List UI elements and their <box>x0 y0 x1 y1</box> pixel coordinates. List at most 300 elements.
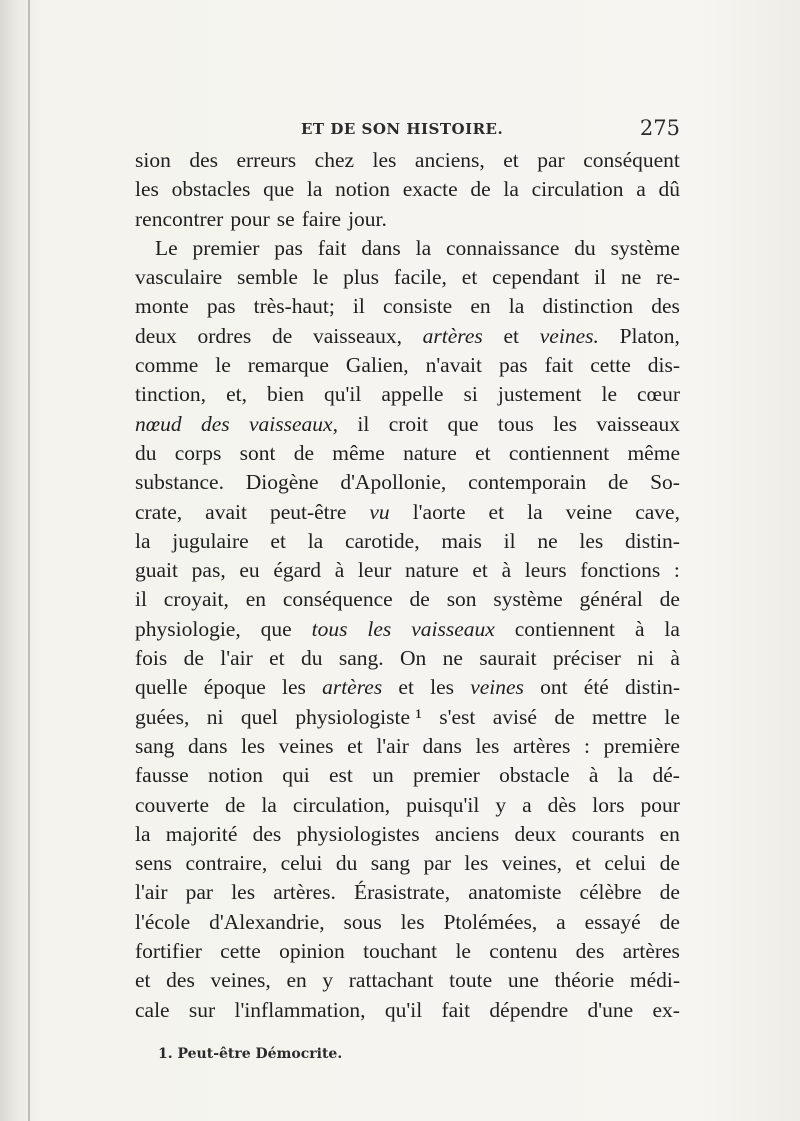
word: ni <box>637 646 655 671</box>
word: cette <box>590 353 631 378</box>
word: ex- <box>652 997 680 1022</box>
word: deux <box>135 323 177 348</box>
word: de <box>271 323 293 348</box>
word: il <box>135 587 147 612</box>
word: ont <box>540 675 568 700</box>
word: l'inflammation, <box>234 997 366 1022</box>
word: dans <box>422 733 462 758</box>
word: Diogène <box>245 470 319 495</box>
word: la <box>307 528 324 553</box>
text-line <box>135 937 680 966</box>
word: dans <box>361 235 401 260</box>
word: un <box>372 763 394 788</box>
word: des <box>252 821 282 846</box>
word: fait <box>441 997 471 1022</box>
text-line <box>135 791 680 820</box>
text-line <box>135 761 680 790</box>
word: physiologistes <box>296 821 420 846</box>
word: a <box>556 909 566 934</box>
word: il <box>503 528 516 553</box>
word: le <box>215 353 231 378</box>
text-line <box>135 380 680 409</box>
word: est <box>329 763 353 788</box>
word: contenu <box>489 939 558 964</box>
word: On <box>399 646 427 671</box>
word: et <box>488 499 505 524</box>
word: très-haut; <box>253 294 335 319</box>
word: la <box>664 616 680 641</box>
word: majorité <box>165 821 238 846</box>
word: quel <box>240 704 278 729</box>
word: notion <box>208 763 263 788</box>
word: médi- <box>629 968 680 993</box>
word: comme <box>135 353 199 378</box>
word: leur <box>357 558 392 583</box>
word: chez <box>314 148 355 172</box>
word: il <box>357 411 370 436</box>
word: semble <box>237 265 298 290</box>
word: les <box>282 675 306 700</box>
word: artères <box>513 733 571 758</box>
word: premier <box>192 235 260 260</box>
word: contemporain <box>468 470 587 495</box>
word: de <box>659 851 680 876</box>
word: les <box>430 675 455 700</box>
word: de <box>225 792 246 817</box>
text-line <box>135 556 680 585</box>
word: erreurs <box>236 148 297 172</box>
word: ne <box>442 646 463 671</box>
word: eu <box>239 558 260 583</box>
page-header <box>135 116 680 142</box>
word: et <box>270 528 286 553</box>
word: des <box>200 411 230 436</box>
word: obstacle <box>499 763 570 788</box>
word: circulation <box>531 177 624 202</box>
word: l'aorte <box>412 499 466 524</box>
word: physiologie, <box>135 616 241 641</box>
word: les <box>367 616 392 641</box>
word: veines, <box>501 851 563 876</box>
word: l'air <box>135 880 168 905</box>
word: sion <box>135 148 171 172</box>
word: à <box>670 646 680 671</box>
word: : <box>583 733 590 758</box>
word: carotide, <box>344 528 420 553</box>
word: du <box>335 851 358 876</box>
word: qu'il <box>324 382 362 407</box>
word: préciser <box>552 646 621 671</box>
word: d'une <box>587 997 634 1022</box>
word: dé- <box>652 763 680 788</box>
word: il <box>594 265 607 290</box>
word: couverte <box>135 792 210 817</box>
word: dépendre <box>489 997 569 1022</box>
word: peut-être <box>269 499 347 524</box>
word: vaisseaux, <box>312 323 402 348</box>
word: corps <box>174 440 222 465</box>
word: premier <box>412 763 480 788</box>
word: opinion <box>279 939 345 964</box>
word: sens <box>135 851 173 876</box>
word: tous <box>311 616 348 641</box>
page-number: 275 <box>639 116 680 140</box>
text-line <box>135 703 680 732</box>
word: So- <box>650 470 680 495</box>
word: consiste <box>382 294 453 319</box>
word: la <box>527 499 543 524</box>
word: la <box>306 177 323 202</box>
word: celui <box>280 851 323 876</box>
word: cependant <box>492 265 580 290</box>
word: bien <box>267 382 305 407</box>
word: à <box>588 763 599 788</box>
word: cale <box>135 997 170 1022</box>
word: essayé <box>584 909 641 934</box>
text-line <box>135 527 680 556</box>
text-line <box>135 996 680 1025</box>
page-gutter <box>28 0 30 1121</box>
word: sang <box>370 851 411 876</box>
word: pour <box>640 792 680 817</box>
word: par <box>185 880 214 905</box>
word: conséquence <box>282 587 393 612</box>
text-line <box>135 439 680 468</box>
word: fait <box>544 353 574 378</box>
word: la <box>261 792 277 817</box>
text-line <box>135 585 680 614</box>
word: le <box>664 704 680 729</box>
word: fait <box>317 235 347 260</box>
word: du <box>135 440 157 465</box>
word: les <box>241 733 265 758</box>
word: pas <box>206 294 236 319</box>
text-line <box>135 205 680 234</box>
word: contraire, <box>185 851 268 876</box>
word: veine <box>565 499 613 524</box>
word: l'école <box>135 909 191 934</box>
word: contiennent <box>514 616 616 641</box>
word: vasculaire <box>135 265 223 290</box>
word: fois <box>135 646 168 671</box>
word: ni <box>206 704 224 729</box>
word: les <box>400 909 425 934</box>
word: une <box>507 968 539 993</box>
word: à <box>334 558 345 583</box>
word: physiologiste ¹ <box>295 704 422 729</box>
text-line <box>135 322 680 351</box>
word: conséquent <box>583 148 680 172</box>
word: et <box>503 323 520 348</box>
word: que <box>260 616 292 641</box>
word: cave, <box>635 499 680 524</box>
word: l'air <box>220 646 253 671</box>
word: de <box>470 177 491 202</box>
running-title: ET DE SON HISTOIRE. <box>301 120 504 138</box>
body-text <box>135 146 680 1025</box>
text-line <box>135 849 680 878</box>
word: rencontrer <box>135 206 224 231</box>
word: des <box>575 939 605 964</box>
text-line <box>135 966 680 995</box>
word: d'Alexandrie, <box>209 909 325 934</box>
word: a <box>522 792 532 817</box>
word: en <box>245 587 267 612</box>
word: l'air <box>376 733 409 758</box>
word: Galien, <box>345 353 409 378</box>
word: artères <box>422 323 483 348</box>
word: des <box>189 148 218 172</box>
word: circulation, <box>292 792 391 817</box>
word: à <box>501 558 512 583</box>
text-line <box>135 673 680 702</box>
word: il <box>352 294 365 319</box>
word: dès <box>547 792 577 817</box>
word: la <box>415 235 432 260</box>
word: ne <box>537 528 558 553</box>
word: veines. <box>539 323 599 348</box>
text-line <box>135 615 680 644</box>
word: les <box>579 528 604 553</box>
word: en <box>659 821 680 846</box>
word: sont <box>239 440 276 465</box>
word: artères. <box>273 880 336 905</box>
word: d'Apollonie, <box>340 470 447 495</box>
word: sang. <box>338 646 384 671</box>
word: la <box>135 528 151 553</box>
word: par <box>423 851 452 876</box>
word: sang <box>135 733 175 758</box>
word: croyait, <box>163 587 229 612</box>
word: artères <box>622 939 680 964</box>
word: par <box>537 148 565 172</box>
word: que <box>263 177 295 202</box>
word: : <box>673 558 680 583</box>
word: fortifier <box>135 939 202 964</box>
word: et <box>472 558 488 583</box>
word: connaissance <box>445 235 560 260</box>
word: anciens <box>434 821 500 846</box>
word: et <box>135 968 151 993</box>
word: de <box>659 880 680 905</box>
word: dans <box>188 733 228 758</box>
word: dû <box>658 177 680 202</box>
word: y <box>322 968 334 993</box>
word: et <box>398 675 414 700</box>
word: pas <box>498 353 528 378</box>
text-line <box>135 732 680 761</box>
word: la <box>508 294 525 319</box>
word: du <box>574 235 596 260</box>
word: les <box>372 148 397 172</box>
word: en <box>286 968 307 993</box>
word: facile, <box>393 265 447 290</box>
word: croit <box>388 411 429 436</box>
word: pour <box>230 206 270 231</box>
word: système <box>493 587 563 612</box>
word: sur <box>188 997 216 1022</box>
word: de <box>554 704 575 729</box>
word: et, <box>226 382 247 407</box>
word: le <box>455 939 471 964</box>
word: contiennent <box>508 440 610 465</box>
word: avait <box>205 499 247 524</box>
footnote: 1. Peut-être Démocrite. <box>158 1046 343 1062</box>
word: distinction <box>542 294 634 319</box>
word: mais <box>441 528 482 553</box>
word: faire <box>301 206 342 231</box>
word: les <box>553 411 577 436</box>
word: pas, <box>191 558 226 583</box>
word: les <box>475 733 500 758</box>
word: de <box>183 646 204 671</box>
word: fausse <box>135 763 189 788</box>
word: nature <box>403 440 457 465</box>
word: et <box>347 733 363 758</box>
text-line <box>135 292 680 321</box>
word: première <box>603 733 680 758</box>
word: qu'il <box>384 997 423 1022</box>
word: tous <box>497 411 534 436</box>
word: été <box>583 675 609 700</box>
word: qui <box>282 763 310 788</box>
word: ne <box>620 265 642 290</box>
word: rattachant <box>348 968 434 993</box>
word: distin- <box>625 528 680 553</box>
word: celui <box>604 851 647 876</box>
text-line <box>135 351 680 380</box>
word: distin- <box>625 675 680 700</box>
text-line <box>135 878 680 907</box>
word: du <box>300 646 323 671</box>
word: courants <box>571 821 645 846</box>
text-line <box>135 410 680 439</box>
word: anciens, <box>414 148 485 172</box>
word: dis- <box>647 353 680 378</box>
word: quelle <box>135 675 188 700</box>
text-line <box>135 263 680 292</box>
word: même <box>627 440 680 465</box>
word: théorie <box>554 968 615 993</box>
word: leurs <box>524 558 567 583</box>
word: n'avait <box>425 353 482 378</box>
word: et <box>575 851 591 876</box>
word: anatomiste <box>468 880 562 905</box>
word: pas <box>274 235 303 260</box>
word: de <box>659 587 680 612</box>
word: veines <box>470 675 524 700</box>
word: et <box>461 265 478 290</box>
word: plus <box>343 265 379 290</box>
word: cœur <box>637 382 680 407</box>
word: ordres <box>197 323 252 348</box>
word: guait <box>135 558 178 583</box>
word: artères <box>322 675 383 700</box>
word: son <box>446 587 477 612</box>
word: mettre <box>592 704 647 729</box>
word: le <box>312 265 329 290</box>
word: Le <box>155 235 178 260</box>
word: même <box>332 440 385 465</box>
word: a <box>636 177 646 202</box>
word: y <box>495 792 507 817</box>
word: Érasistrate, <box>353 880 451 905</box>
text-line <box>135 175 680 204</box>
word: substance. <box>135 470 224 495</box>
word: veines, <box>210 968 271 993</box>
word: obstacles <box>171 177 251 202</box>
text-line <box>135 234 680 263</box>
word: et <box>269 646 285 671</box>
word: cette <box>220 939 261 964</box>
word: avisé <box>492 704 537 729</box>
word: sous <box>343 909 382 934</box>
word: touchant <box>363 939 438 964</box>
text-line <box>135 908 680 937</box>
word: Platon, <box>619 323 680 348</box>
word: appelle <box>381 382 444 407</box>
word: les <box>464 851 489 876</box>
word: vaisseaux, <box>249 411 338 436</box>
word: de <box>659 909 680 934</box>
word: re- <box>656 265 680 290</box>
word: justement <box>497 382 582 407</box>
word: que <box>447 411 479 436</box>
word: célèbre <box>579 880 642 905</box>
word: exacte <box>402 177 458 202</box>
text-line <box>135 468 680 497</box>
word: jugulaire <box>172 528 249 553</box>
text-line <box>135 498 680 527</box>
word: jour. <box>348 206 387 231</box>
word: et <box>503 148 519 172</box>
word: deux <box>514 821 557 846</box>
word: toute <box>449 968 493 993</box>
word: la <box>503 177 519 202</box>
word: de <box>409 587 430 612</box>
word: monte <box>135 294 189 319</box>
text-line <box>135 820 680 849</box>
word: lors <box>592 792 625 817</box>
word: Ptolémées, <box>443 909 538 934</box>
word: la <box>135 821 151 846</box>
word: veines <box>278 733 334 758</box>
word: vaisseaux <box>596 411 680 436</box>
word: se <box>276 206 295 231</box>
word: nature <box>405 558 459 583</box>
word: puisqu'il <box>406 792 480 817</box>
word: guées, <box>135 704 190 729</box>
word: les <box>231 880 256 905</box>
word: vaisseaux <box>411 616 495 641</box>
word: fonctions <box>580 558 661 583</box>
word: de <box>608 470 629 495</box>
word: à <box>634 616 645 641</box>
word: les <box>135 177 159 202</box>
word: la <box>617 763 634 788</box>
word: de <box>293 440 315 465</box>
word: des <box>166 968 195 993</box>
word: s'est <box>439 704 476 729</box>
word: système <box>610 235 680 260</box>
word: le <box>601 382 617 407</box>
word: nœud <box>135 411 182 436</box>
word: des <box>651 294 680 319</box>
word: crate, <box>135 499 183 524</box>
word: en <box>470 294 491 319</box>
word: vu <box>369 499 390 524</box>
word: notion <box>335 177 391 202</box>
